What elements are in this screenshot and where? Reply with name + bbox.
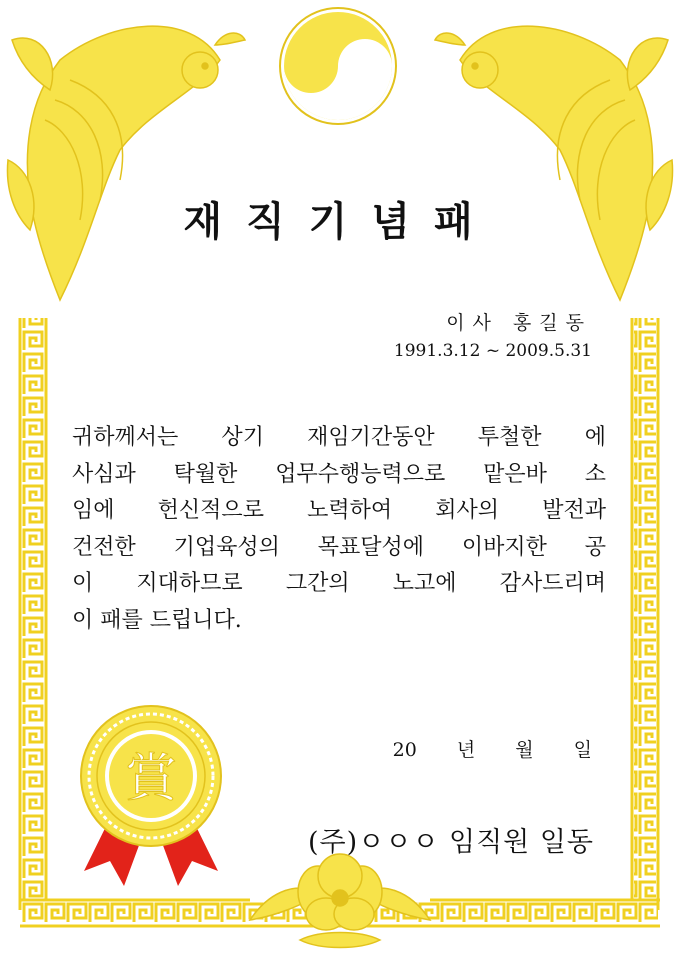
issue-date: 20 년 월 일 <box>392 739 592 761</box>
body-line: 귀하께서는 상기 재임기간동안 투철한 에 <box>72 425 606 450</box>
issuer: (주)ㅇㅇㅇ 임직원 일동 <box>308 827 594 858</box>
certificate-body <box>72 420 606 639</box>
body-line: 건전한 기업육성의 목표달성에 이바지한 공 <box>72 534 606 560</box>
phoenix-icon-left <box>7 26 245 300</box>
left-border <box>22 318 44 908</box>
seal-glyph: 賞 <box>124 749 178 809</box>
body-line: 임에 헌신적으로 노력하여 회사의 발전과 <box>72 498 606 523</box>
body-line: 사심과 탁월한 업무수행능력으로 맡은바 소 <box>72 461 606 487</box>
body-line: 이 지대하므로 그간의 노고에 감사드리며 <box>72 571 606 596</box>
mugunghwa-icon <box>250 854 430 948</box>
certificate-title: 재직기념패 <box>183 199 497 245</box>
recipient: 이사 홍길동 <box>446 312 592 334</box>
body-line: 이 패를 드립니다. <box>72 607 242 633</box>
award-seal-icon <box>66 696 236 896</box>
tenure-period: 1991.3.12 ~ 2009.5.31 <box>393 341 592 361</box>
right-border <box>634 318 656 908</box>
taeguk-icon <box>280 8 396 124</box>
phoenix-icon-right <box>435 26 673 300</box>
